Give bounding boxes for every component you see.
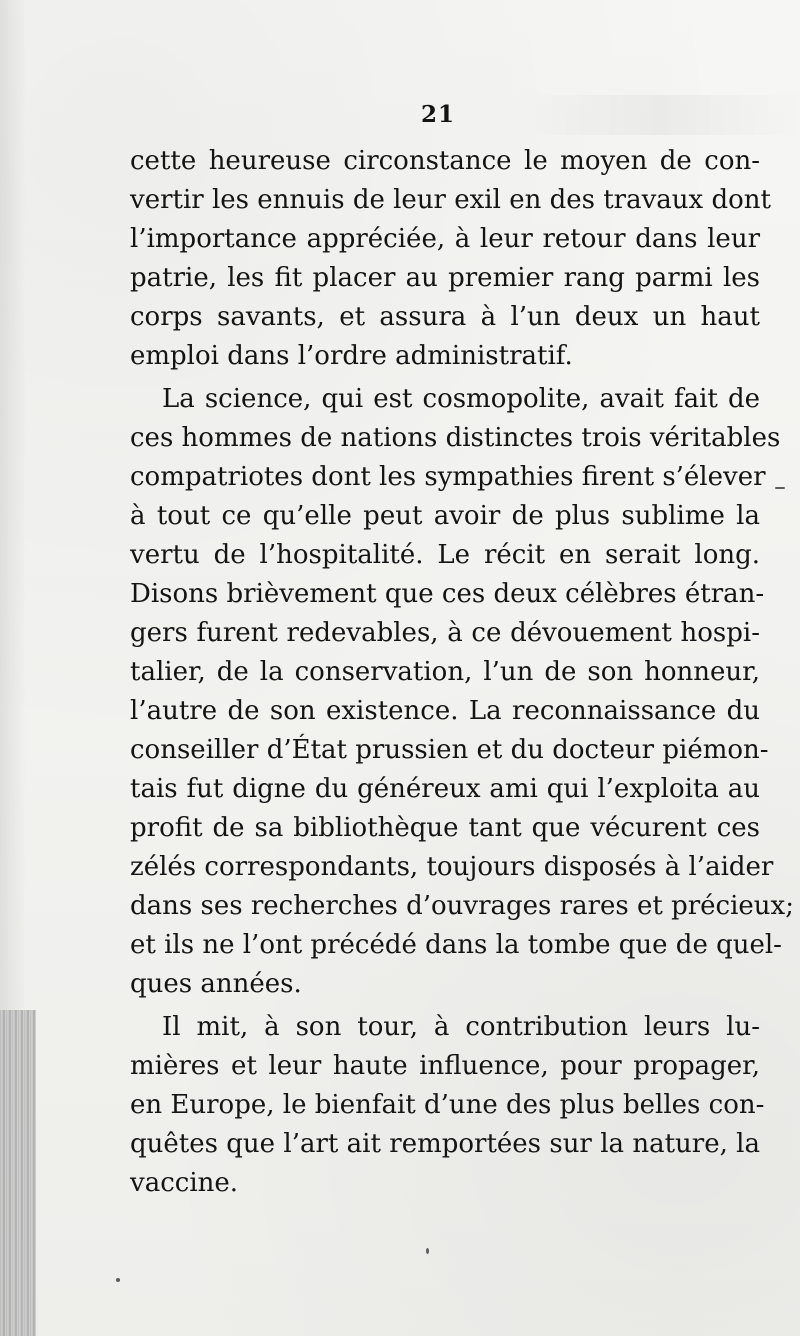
ink-speck: [426, 1248, 429, 1254]
text-line: emploi dans l’ordre administratif.: [130, 341, 573, 371]
ink-speck: [775, 487, 785, 489]
text-line: compatriotes dont les sympathies firent s’élever: [130, 462, 766, 492]
text-line: et ils ne l’ont précédé dans la tombe que de quel-: [130, 930, 782, 960]
text-line: tais fut digne du généreux ami qui l’exploita au: [130, 774, 760, 804]
page-edge-stack: [0, 1010, 36, 1336]
text-line: quêtes que l’art ait remportées sur la nature, la: [130, 1129, 760, 1159]
text-line: l’importance appréciée, à leur retour dans leur: [130, 224, 760, 254]
ink-speck: [116, 1278, 120, 1282]
text-line: corps savants, et assura à l’un deux un haut: [130, 302, 760, 332]
text-line: mières et leur haute influence, pour propager,: [130, 1051, 760, 1081]
paragraph-1: [130, 142, 771, 376]
text-line: patrie, les fit placer au premier rang parmi les: [130, 263, 760, 293]
text-line: dans ses recherches d’ouvrages rares et précieux;: [130, 891, 794, 921]
paragraph-2: [130, 380, 794, 1004]
text-line: à tout ce qu’elle peut avoir de plus sublime la: [130, 501, 760, 531]
paragraph-3: [130, 1008, 765, 1203]
text-line: vertir les ennuis de leur exil en des travaux dont: [130, 185, 771, 215]
text-line: ces hommes de nations distinctes trois véritables: [130, 423, 781, 453]
text-line: Il mit, à son tour, à contribution leurs lu-: [162, 1012, 760, 1042]
text-line: zélés correspondants, toujours disposés à l’aider: [130, 852, 774, 882]
text-line: La science, qui est cosmopolite, avait fait de: [162, 384, 760, 414]
text-line: l’autre de son existence. La reconnaissance du: [130, 696, 760, 726]
text-line: vaccine.: [130, 1168, 239, 1198]
text-line: gers furent redevables, à ce dévouement hospi-: [130, 618, 760, 648]
text-line: ques années.: [130, 969, 302, 999]
text-line: cette heureuse circonstance le moyen de con-: [130, 146, 760, 176]
text-line: en Europe, le bienfait d’une des plus belles con-: [130, 1090, 765, 1120]
page-number: 21: [420, 101, 455, 128]
text-line: conseiller d’État prussien et du docteur piémon-: [130, 735, 769, 765]
text-line: profit de sa bibliothèque tant que vécurent ces: [130, 813, 760, 843]
text-line: talier, de la conservation, l’un de son honneur,: [130, 657, 760, 687]
text-line: Disons brièvement que ces deux célèbres étran-: [130, 579, 765, 609]
text-line: vertu de l’hospitalité. Le récit en serait long.: [130, 540, 760, 570]
body-text: [130, 142, 794, 1203]
